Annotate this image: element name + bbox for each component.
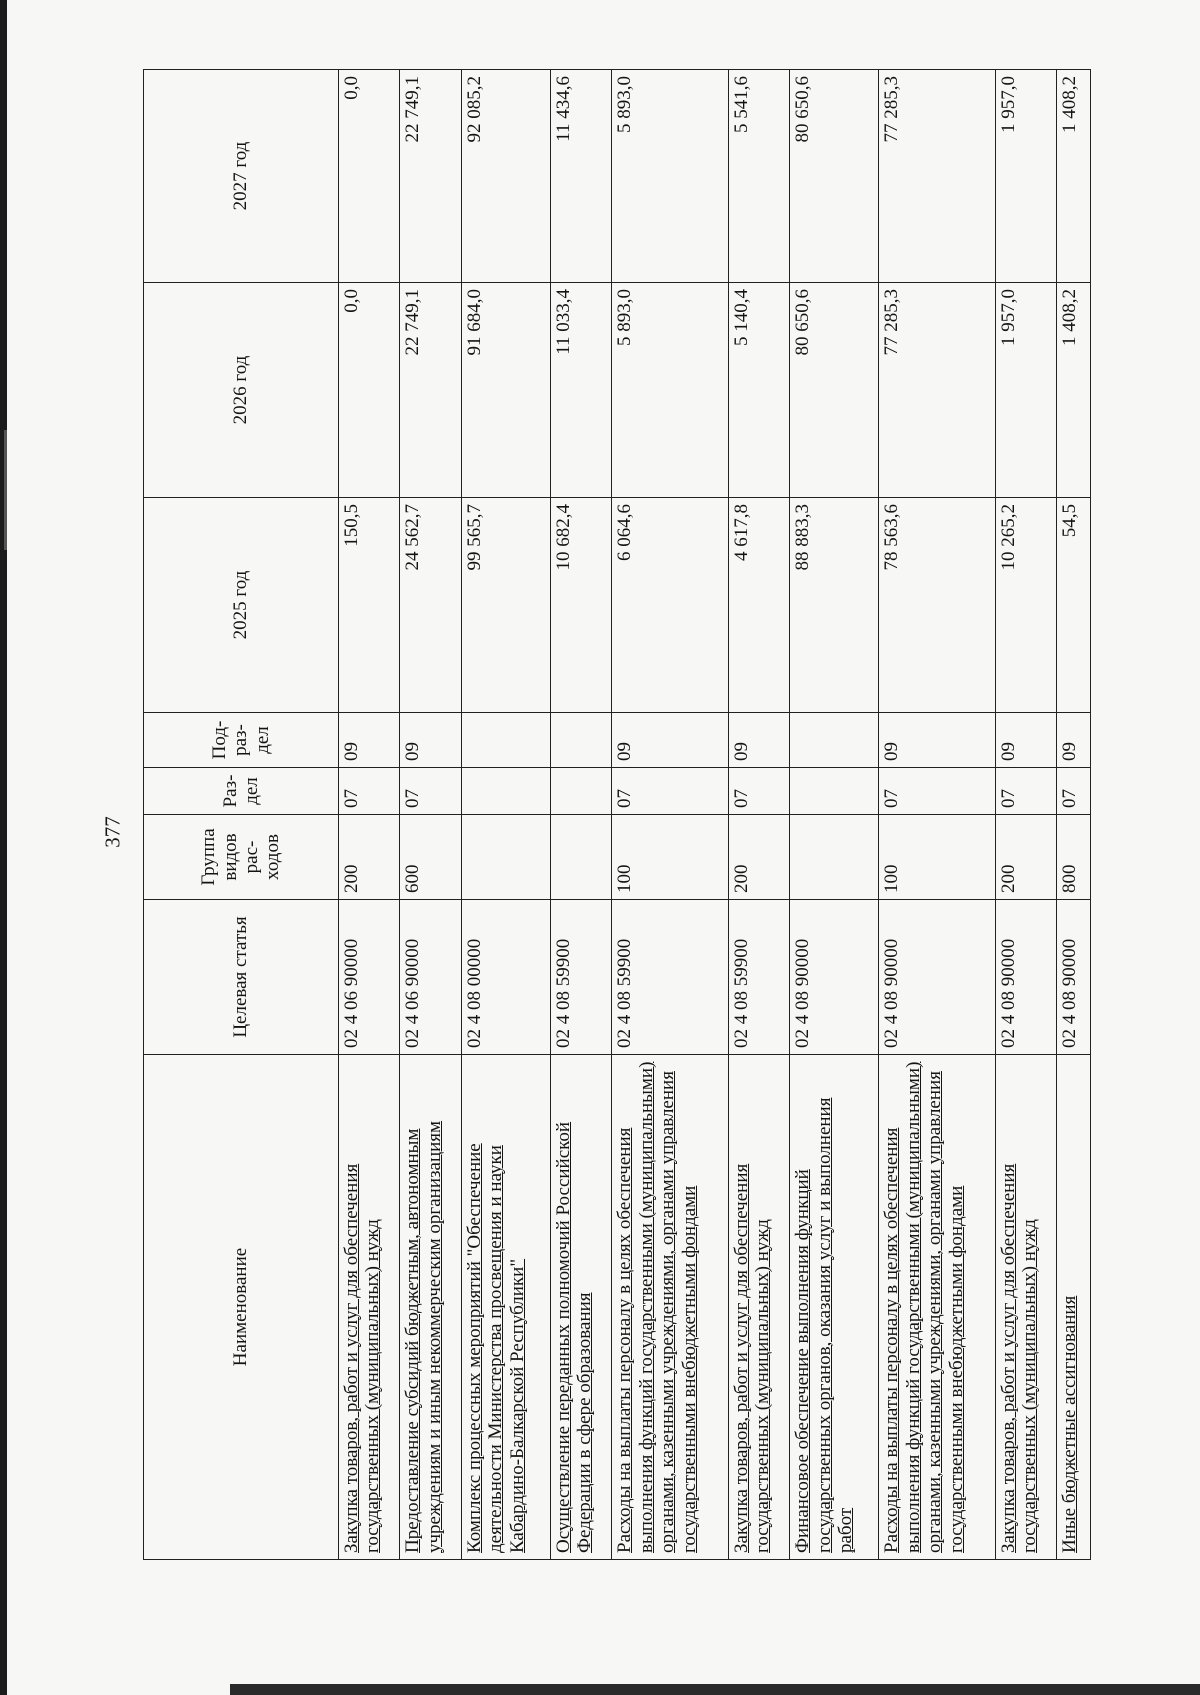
cell-2025: 4 617,8 <box>728 498 789 713</box>
table-row <box>879 70 995 1560</box>
cell-2026: 77 285,3 <box>879 283 995 498</box>
cell-razdel: 07 <box>879 768 995 815</box>
cell-name: Иные бюджетные ассигнования <box>1057 1055 1091 1560</box>
cell-podrazdel: 09 <box>728 713 789 768</box>
cell-group: 200 <box>728 815 789 900</box>
cell-podrazdel: 09 <box>400 713 461 768</box>
cell-podrazdel: 09 <box>1057 713 1091 768</box>
page-number: 377 <box>100 816 125 848</box>
header-group: Группа видов рас-ходов <box>144 815 339 900</box>
cell-code: 02 4 08 90000 <box>1057 900 1091 1055</box>
cell-2027: 5 541,6 <box>728 70 789 283</box>
table-row <box>400 70 461 1560</box>
cell-group: 200 <box>339 815 400 900</box>
budget-table <box>143 69 1091 1560</box>
cell-group: 100 <box>612 815 728 900</box>
table-row <box>550 70 611 1560</box>
cell-name: Закупка товаров, работ и услуг для обеспечения государственных (муниципальных) нужд <box>339 1055 400 1560</box>
cell-2026: 5 893,0 <box>612 283 728 498</box>
scan-left-border <box>0 0 7 1695</box>
cell-2025: 99 565,7 <box>461 498 550 713</box>
cell-code: 02 4 08 90000 <box>995 900 1056 1055</box>
cell-razdel: 07 <box>995 768 1056 815</box>
cell-razdel <box>790 768 879 815</box>
cell-podrazdel <box>550 713 611 768</box>
table-row <box>339 70 400 1560</box>
cell-name: Комплекс процессных мероприятий "Обеспечение деятельности Министерства просвещения и науки Кабардино-Балкарской Республики" <box>461 1055 550 1560</box>
cell-razdel <box>461 768 550 815</box>
cell-2025: 10 682,4 <box>550 498 611 713</box>
header-2025: 2025 год <box>144 498 339 713</box>
cell-2025: 78 563,6 <box>879 498 995 713</box>
header-2027: 2027 год <box>144 70 339 283</box>
table-row <box>728 70 789 1560</box>
cell-podrazdel: 09 <box>339 713 400 768</box>
cell-2025: 150,5 <box>339 498 400 713</box>
table-row <box>790 70 879 1560</box>
cell-razdel: 07 <box>400 768 461 815</box>
cell-2027: 77 285,3 <box>879 70 995 283</box>
table-row <box>612 70 728 1560</box>
cell-group <box>790 815 879 900</box>
cell-2026: 22 749,1 <box>400 283 461 498</box>
cell-code: 02 4 08 90000 <box>879 900 995 1055</box>
budget-table-container <box>143 70 1091 1560</box>
cell-2027: 22 749,1 <box>400 70 461 283</box>
cell-razdel: 07 <box>728 768 789 815</box>
table-row <box>461 70 550 1560</box>
cell-podrazdel: 09 <box>612 713 728 768</box>
table-body <box>339 70 1091 1560</box>
cell-code: 02 4 06 90000 <box>339 900 400 1055</box>
cell-name: Закупка товаров, работ и услуг для обеспечения государственных (муниципальных) нужд <box>728 1055 789 1560</box>
cell-2026: 11 033,4 <box>550 283 611 498</box>
cell-2026: 91 684,0 <box>461 283 550 498</box>
cell-2027: 11 434,6 <box>550 70 611 283</box>
cell-2027: 1 957,0 <box>995 70 1056 283</box>
cell-code: 02 4 08 90000 <box>790 900 879 1055</box>
cell-2026: 5 140,4 <box>728 283 789 498</box>
cell-2027: 0,0 <box>339 70 400 283</box>
header-razdel: Раз-дел <box>144 768 339 815</box>
cell-code: 02 4 08 59900 <box>728 900 789 1055</box>
cell-name: Закупка товаров, работ и услуг для обеспечения государственных (муниципальных) нужд <box>995 1055 1056 1560</box>
cell-2026: 1 957,0 <box>995 283 1056 498</box>
cell-group <box>550 815 611 900</box>
cell-group: 100 <box>879 815 995 900</box>
header-row <box>144 70 339 1560</box>
cell-podrazdel <box>461 713 550 768</box>
cell-name: Осуществление переданных полномочий Российской Федерации в сфере образования <box>550 1055 611 1560</box>
cell-name: Финансовое обеспечение выполнения функций государственных органов, оказания услуг и выполнения работ <box>790 1055 879 1560</box>
table-row <box>1057 70 1091 1560</box>
cell-2025: 6 064,6 <box>612 498 728 713</box>
cell-name: Расходы на выплаты персоналу в целях обеспечения выполнения функций государственными (муниципальными) органами, казенными учреждениями, органами управления государственными внебюджетными фондами <box>612 1055 728 1560</box>
cell-razdel: 07 <box>339 768 400 815</box>
header-2026: 2026 год <box>144 283 339 498</box>
cell-2027: 92 085,2 <box>461 70 550 283</box>
cell-name: Расходы на выплаты персоналу в целях обеспечения выполнения функций государственными (муниципальными) органами, казенными учреждениями, органами управления государственными внебюджетными фондами <box>879 1055 995 1560</box>
cell-group: 800 <box>1057 815 1091 900</box>
cell-group <box>461 815 550 900</box>
cell-razdel <box>550 768 611 815</box>
cell-2025: 10 265,2 <box>995 498 1056 713</box>
cell-2025: 24 562,7 <box>400 498 461 713</box>
table-row <box>995 70 1056 1560</box>
cell-code: 02 4 08 59900 <box>550 900 611 1055</box>
cell-code: 02 4 06 90000 <box>400 900 461 1055</box>
cell-razdel: 07 <box>612 768 728 815</box>
cell-code: 02 4 08 00000 <box>461 900 550 1055</box>
header-code: Целевая статья <box>144 900 339 1055</box>
cell-2026: 1 408,2 <box>1057 283 1091 498</box>
cell-2025: 88 883,3 <box>790 498 879 713</box>
header-podrazdel: Под-раз-дел <box>144 713 339 768</box>
cell-group: 200 <box>995 815 1056 900</box>
cell-2025: 54,5 <box>1057 498 1091 713</box>
cell-group: 600 <box>400 815 461 900</box>
cell-2027: 5 893,0 <box>612 70 728 283</box>
cell-2027: 80 650,6 <box>790 70 879 283</box>
cell-2026: 80 650,6 <box>790 283 879 498</box>
cell-2026: 0,0 <box>339 283 400 498</box>
cell-code: 02 4 08 59900 <box>612 900 728 1055</box>
cell-name: Предоставление субсидий бюджетным, автономным учреждениям и иным некоммерческим организациям <box>400 1055 461 1560</box>
scan-artifact <box>4 430 7 550</box>
cell-podrazdel <box>790 713 879 768</box>
cell-2027: 1 408,2 <box>1057 70 1091 283</box>
cell-podrazdel: 09 <box>995 713 1056 768</box>
header-name: Наименование <box>144 1055 339 1560</box>
cell-podrazdel: 09 <box>879 713 995 768</box>
scan-bottom-gap <box>230 1680 1200 1684</box>
cell-razdel: 07 <box>1057 768 1091 815</box>
